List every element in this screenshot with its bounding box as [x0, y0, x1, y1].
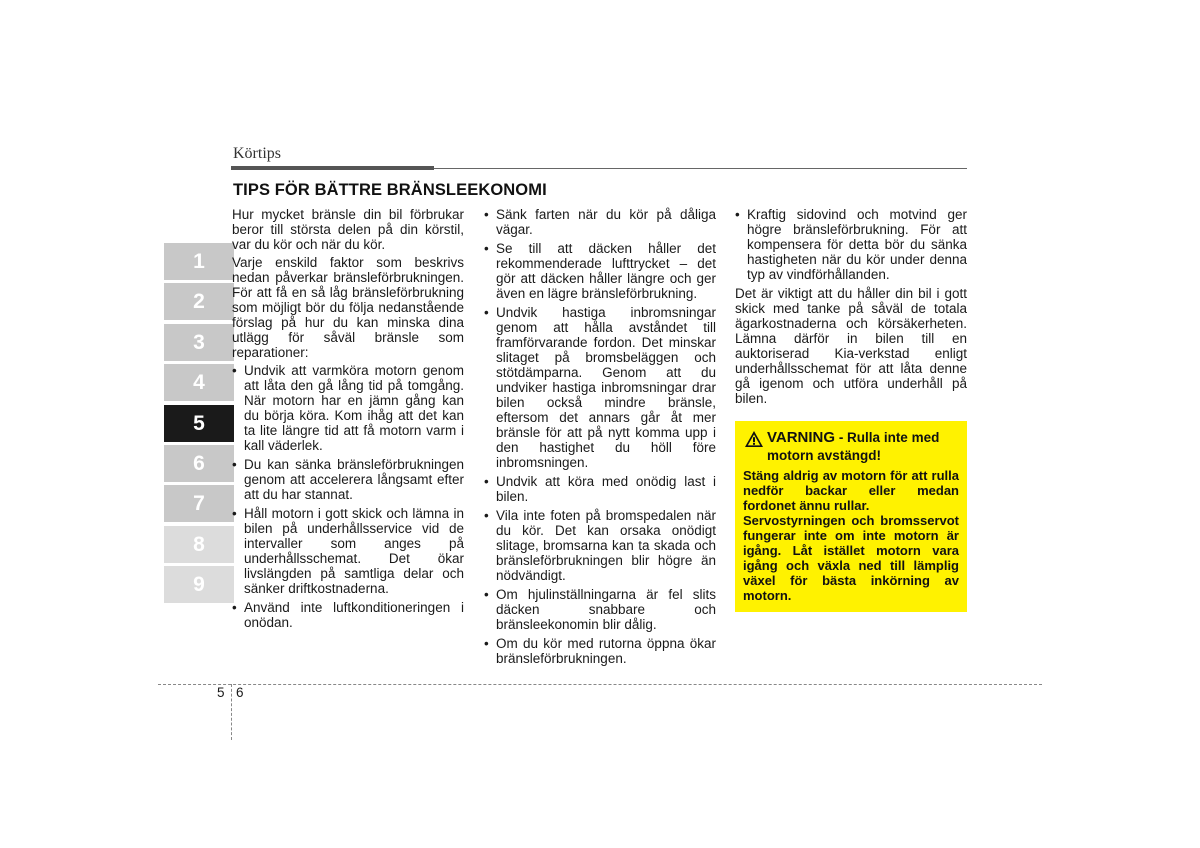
footer-divider-vertical [231, 684, 232, 740]
tips-list-3 [735, 207, 967, 282]
list-item: • Du kan sänka bränsleförbrukningen genom att accelerera långsamt efter att du har stannat. [232, 457, 464, 502]
chapter-tab-3[interactable]: 3 [164, 324, 234, 361]
list-item: • Undvik att varmköra motorn genom att låta den gå lång tid på tomgång. När motorn har en jämn gång kan du börja köra. Kom ihåg att det kan ta lite längre tid att få motorn varm i kall väderlek. [232, 363, 464, 453]
warning-label: VARNING [767, 429, 836, 446]
warning-header [743, 429, 959, 465]
list-item: • Undvik att köra med onödig last i bilen. [484, 474, 716, 504]
chapter-tab-7[interactable]: 7 [164, 485, 234, 522]
chapter-tab-6[interactable]: 6 [164, 445, 234, 482]
warning-heading: - Rulla inte med motorn avstängd! [767, 430, 940, 463]
factors-paragraph: Varje enskild faktor som beskrivs nedan påverkar bränsleförbrukningen. För att få en så låg bränsleförbrukning som möjligt bör du följa nedanstående förslag på hur du kan minska dina utlägg för såväl bränsle som reparationer: [232, 255, 464, 360]
list-item: • Undvik hastiga inbromsningar genom att hålla avståndet till framförvarande fordon. Det minskar slitaget på bromsbeläggen och stötdämparna. Genom att du undviker hastiga inbromsningar drar bilen också mindre bränsle, eftersom det annars går åt mer bränsle för att på nytt komma upp i den hastighet du höll före inbromsningen. [484, 305, 716, 470]
list-item: • Om hjulinställningarna är fel slits däcken snabbare och bränsleekonomin blir dålig. [484, 587, 716, 632]
header-rule-thick [231, 166, 434, 170]
tips-list-2 [484, 207, 716, 666]
maintenance-paragraph: Det är viktigt att du håller din bil i gott skick med tanke på såväl de totala ägarkostnaderna och körsäkerheten. Lämna därför in bilen till en auktoriserad Kia-verkstad enligt underhållsschemat för att låta denne gå igenom och utföra underhåll på bilen. [735, 286, 967, 406]
chapter-tab-4[interactable]: 4 [164, 364, 234, 401]
list-item: • Använd inte luftkonditioneringen i onödan. [232, 600, 464, 630]
list-item: • Vila inte foten på bromspedalen när du kör. Det kan orsaka onödigt slitage, bromsarna kan ta skada och bränsleförbrukningen blir högre än nödvändigt. [484, 508, 716, 583]
tips-list-1 [232, 363, 464, 630]
text-column-3 [735, 207, 967, 409]
section-header: Körtips [233, 145, 281, 162]
chapter-tab-8[interactable]: 8 [164, 526, 234, 563]
page-number: 6 [236, 685, 244, 700]
page-title: TIPS FÖR BÄTTRE BRÄNSLEEKONOMI [233, 181, 547, 199]
list-item: • Kraftig sidovind och motvind ger högre bränsleförbrukning. För att kompensera för detta bör du sänka hastigheten när du kör under denna typ av vindförhållanden. [735, 207, 967, 282]
list-item: • Sänk farten när du kör på dåliga vägar. [484, 207, 716, 237]
text-column-1 [232, 207, 464, 634]
intro-paragraph: Hur mycket bränsle din bil förbrukar beror till största delen på din körstil, var du kör och när du kör. [232, 207, 464, 252]
list-item: • Se till att däcken håller det rekommenderade lufttrycket – det gör att däcken håller längre och ger även en lägre bränsleförbrukning. [484, 241, 716, 301]
chapter-tab-5[interactable]: 5 [164, 405, 234, 442]
footer-divider [158, 684, 1042, 685]
page-chapter-number: 5 [217, 685, 225, 700]
list-item: • Håll motorn i gott skick och lämna in bilen på underhållsservice vid de intervaller som anges på underhållsschemat. Det ökar livslängden på samtliga delar och sänker driftkostnaderna. [232, 506, 464, 596]
chapter-tab-1[interactable]: 1 [164, 243, 234, 280]
header-rule-thin [434, 168, 967, 169]
list-item: • Om du kör med rutorna öppna ökar bränsleförbrukningen. [484, 636, 716, 666]
warning-body-2: Servostyrningen och bromsservot fungerar inte om inte motorn är igång. Låt istället motorn vara igång och växla ned till lämplig växel för bästa inkörning av motorn. [743, 513, 959, 603]
chapter-tab-2[interactable]: 2 [164, 283, 234, 320]
warning-body-1: Stäng aldrig av motorn för att rulla nedför backar eller medan fordonet ännu rullar. [743, 468, 959, 513]
chapter-tab-9[interactable]: 9 [164, 566, 234, 603]
text-column-2 [484, 207, 716, 670]
warning-triangle-icon [744, 430, 764, 448]
warning-box [735, 421, 967, 612]
